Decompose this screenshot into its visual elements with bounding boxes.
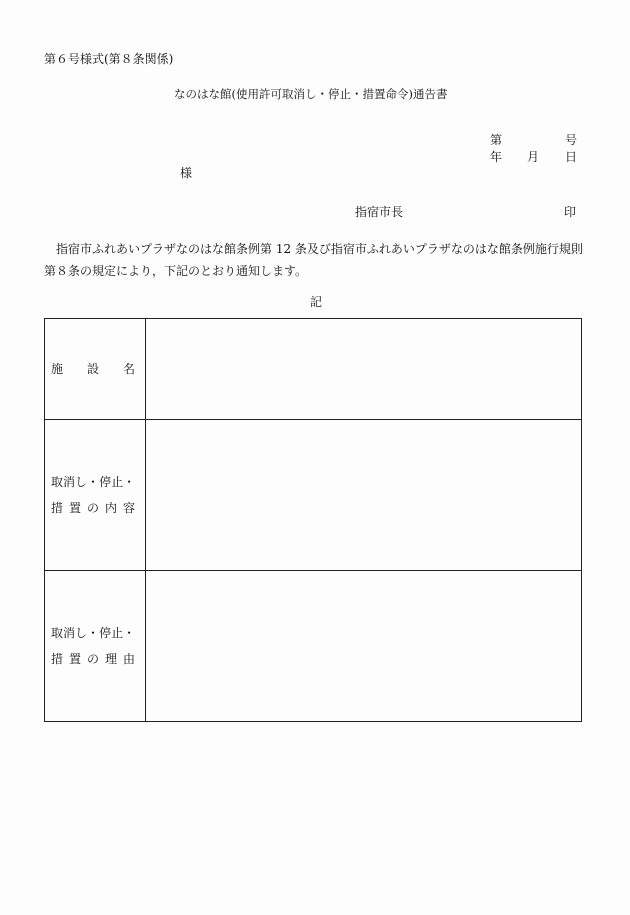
date-year: 年 (490, 150, 503, 164)
sender-name: 指宿市長 (355, 205, 404, 219)
content-label: 取 消 し ・ 停 止 ・ 措 置 の 内 容 (45, 420, 146, 571)
issue-number-suffix: 号 (565, 133, 578, 147)
table-row (45, 420, 582, 571)
table-row (45, 319, 582, 420)
reason-field[interactable] (146, 571, 582, 722)
body-paragraph: 指宿市ふれあいプラザなのはな館条例第 12 条及び指宿市ふれあいプラザなのはな館条例施行規則第８条の規定により，下記のとおり通知します。 (44, 242, 583, 278)
document-title: なのはな館(使用許可取消し・停止・措置命令)通告書 (174, 87, 448, 101)
facility-name-field[interactable] (146, 319, 582, 420)
issue-number-prefix: 第 (490, 133, 503, 147)
content-field[interactable] (146, 420, 582, 571)
table-row (45, 571, 582, 722)
ki-heading: 記 (310, 295, 323, 309)
facility-name-label: 施 設 名 (45, 319, 146, 420)
date-day: 日 (565, 150, 578, 164)
form-number: 第６号様式(第８条関係) (44, 52, 174, 66)
reason-label: 取 消 し ・ 停 止 ・ 措 置 の 理 由 (45, 571, 146, 722)
notice-table (44, 318, 582, 722)
addressee-honorific: 様 (180, 166, 193, 180)
date-month: 月 (527, 150, 540, 164)
seal-mark: 印 (564, 205, 577, 219)
